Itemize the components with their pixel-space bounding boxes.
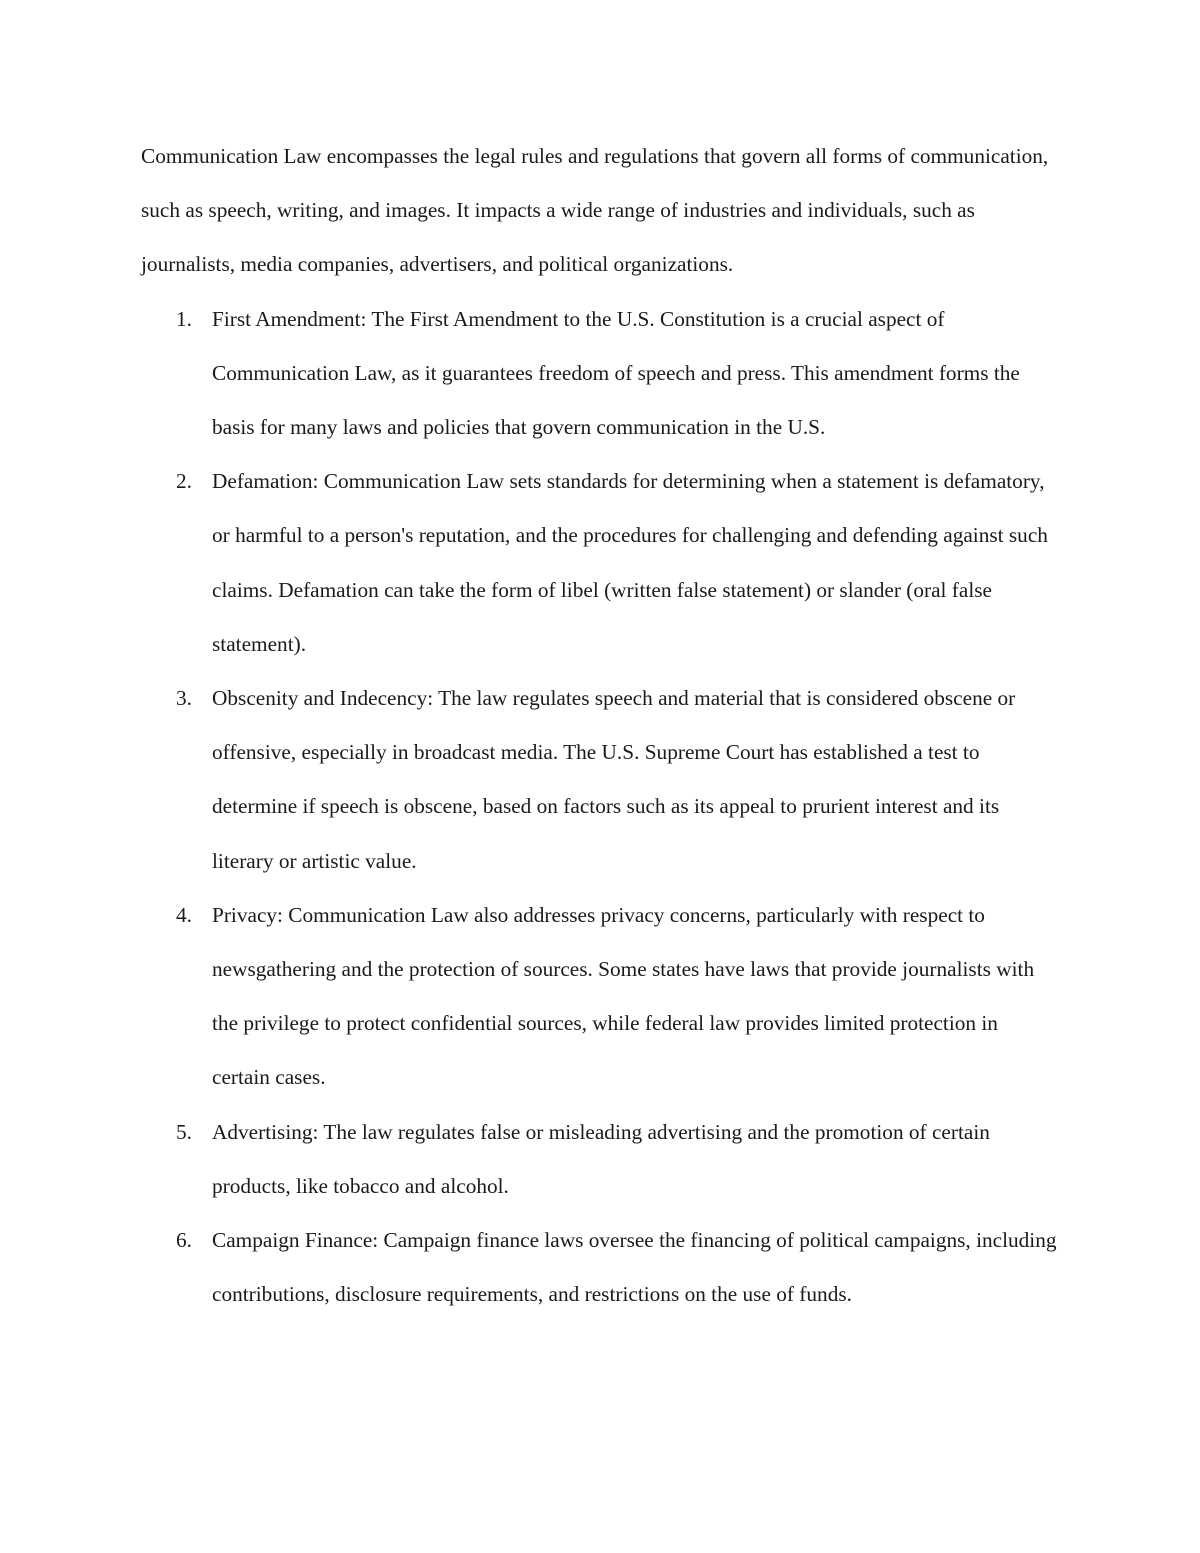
list-item-number: 4. <box>176 902 192 927</box>
list-item-text: Defamation: Communication Law sets standards for determining when a statement is defamatory, or harmful to a person's reputation, and the procedures for challenging and defending against such claims. Defamation can take the form of libel (written false statement) or slander (oral false statement). <box>212 469 1048 656</box>
list-item <box>141 1105 1061 1213</box>
list-item <box>141 888 1061 1105</box>
list-item <box>141 671 1061 888</box>
intro-paragraph: Communication Law encompasses the legal rules and regulations that govern all forms of communication, such as speech, writing, and images. It impacts a wide range of industries and individuals, such as journalists, media companies, advertisers, and political organizations. <box>141 144 1049 277</box>
numbered-list <box>141 292 1061 1322</box>
list-item-text: Advertising: The law regulates false or misleading advertising and the promotion of certain products, like tobacco and alcohol. <box>212 1119 990 1198</box>
list-item-text: Obscenity and Indecency: The law regulates speech and material that is considered obscene or offensive, especially in broadcast media. The U.S. Supreme Court has established a test to determine if speech is obscene, based on factors such as its appeal to prurient interest and its literary or artistic value. <box>212 686 1016 873</box>
list-item-text: Campaign Finance: Campaign finance laws oversee the financing of political campaigns, including contributions, disclosure requirements, and restrictions on the use of funds. <box>212 1228 1057 1307</box>
list-item-number: 1. <box>176 306 192 331</box>
list-item <box>141 454 1061 671</box>
list-item <box>141 1213 1061 1321</box>
list-item-text: Privacy: Communication Law also addresses privacy concerns, particularly with respect to newsgathering and the protection of sources. Some states have laws that provide journalists with the privilege to protect confidential sources, while federal law provides limited protection in certain cases. <box>212 902 1035 1090</box>
list-item-text: First Amendment: The First Amendment to the U.S. Constitution is a crucial aspect of Communication Law, as it guarantees freedom of speech and press. This amendment forms the basis for many laws and policies that govern communication in the U.S. <box>212 306 1020 440</box>
list-item-number: 3. <box>176 686 192 711</box>
list-item-number: 5. <box>176 1119 192 1144</box>
list-item-number: 2. <box>176 469 192 494</box>
list-item <box>141 292 1061 455</box>
document-body <box>141 129 1061 1321</box>
list-item-number: 6. <box>176 1228 192 1253</box>
